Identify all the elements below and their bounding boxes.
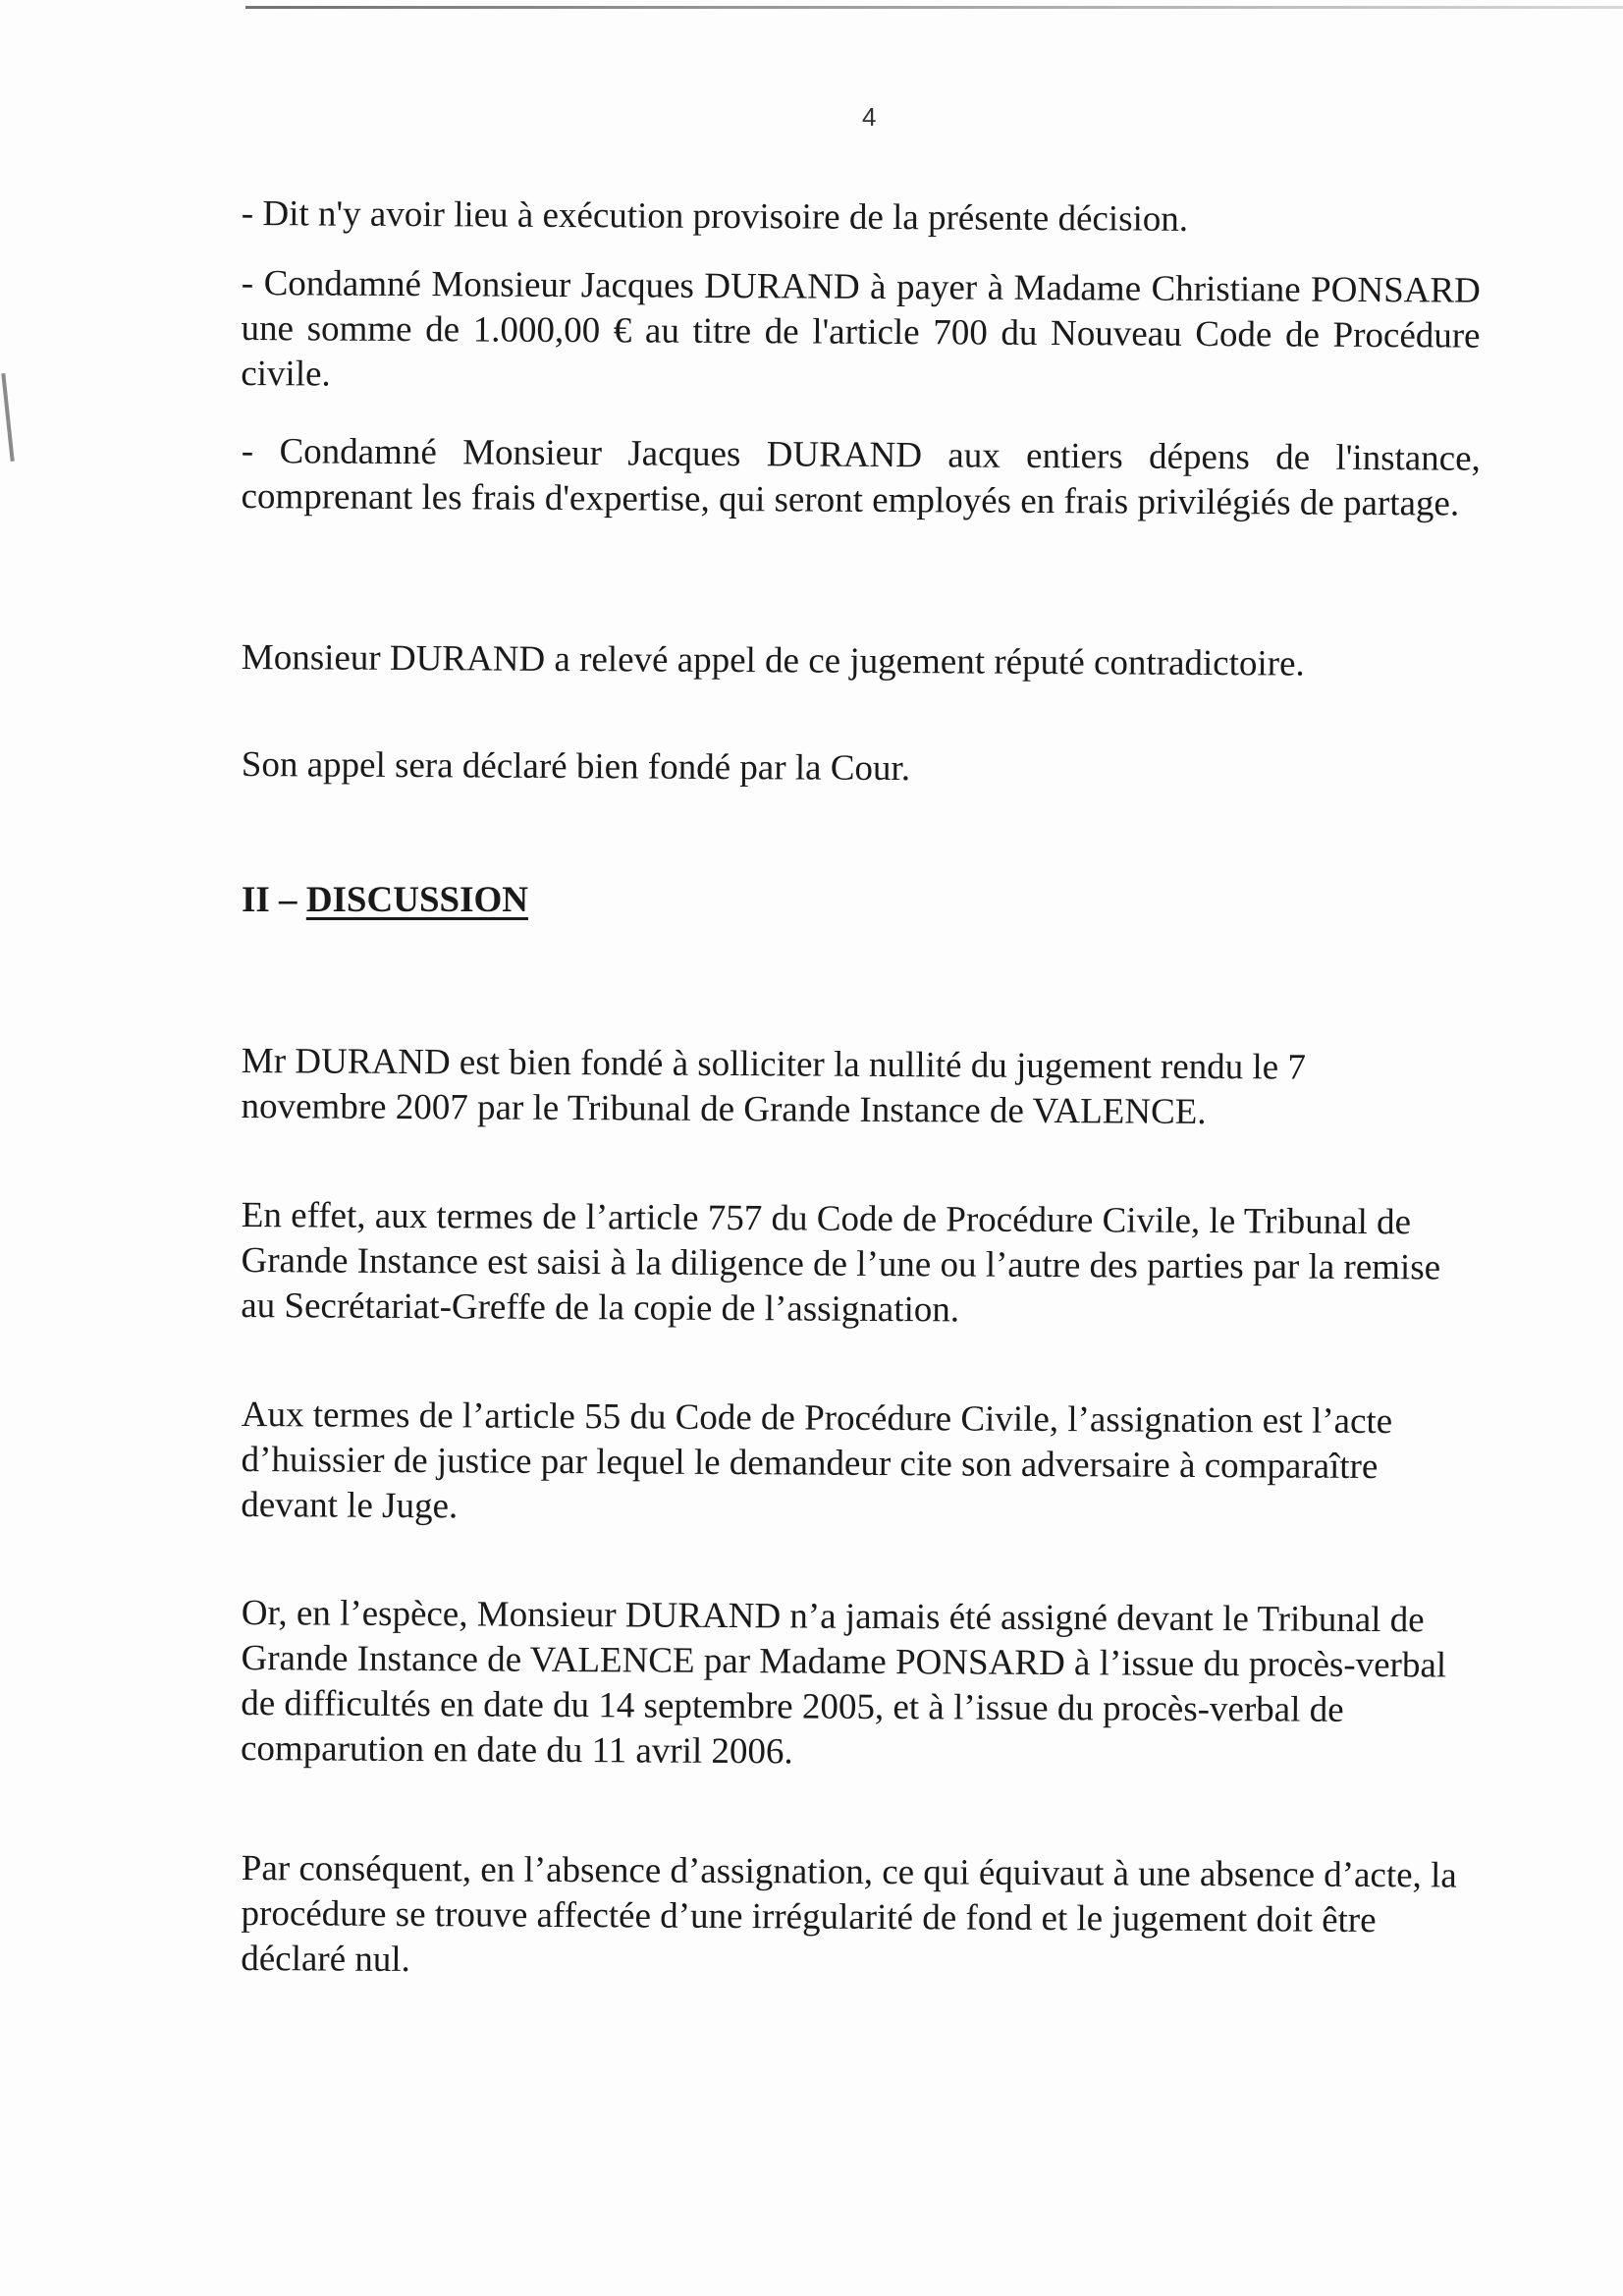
section-number: II – xyxy=(242,880,298,920)
appeal-founded-statement: Son appel sera déclaré bien fondé par la Cour. xyxy=(241,743,911,790)
discussion-paragraph-article-55: Aux termes de l’article 55 du Code de Procédure Civile, l’assignation est l’acte d’huissier de justice par lequel le demandeur cite son adversaire à comparaître devant le Juge. xyxy=(241,1394,1393,1527)
scan-edge-top xyxy=(245,6,1623,9)
discussion-paragraph-nullity: Mr DURAND est bien fondé à solliciter la nullité du jugement rendu le 7 novembre 2007 par le Tribunal de Grande Instance de VALENCE. xyxy=(241,1041,1307,1133)
discussion-paragraph-article-757: En effet, aux termes de l’article 757 du Code de Procédure Civile, le Tribunal de Grande Instance est saisi à la diligence de l’une ou l’autre des parties par la remise au Secrétariat-Greffe de la copie de l’assignation. xyxy=(241,1195,1441,1331)
decision-item-article-700: - Condamné Monsieur Jacques DURAND à payer à Madame Christiane PONSARD une somme de 1.000,00 € au titre de l'article 700 du Nouveau Code de Procédure civile. xyxy=(241,262,1481,395)
appeal-statement: Monsieur DURAND a relevé appel de ce jugement réputé contradictoire. xyxy=(241,636,1305,684)
discussion-paragraph-conclusion: Par conséquent, en l’absence d’assignation, ce qui équivaut à une absence d’acte, la procédure se trouve affectée d’une irrégularité de fond et le jugement doit être déclaré nul. xyxy=(241,1848,1457,1981)
scan-edge-left xyxy=(1,373,14,462)
decision-item-provisional-execution: - Dit n'y avoir lieu à exécution provisoire de la présente décision. xyxy=(241,192,1189,240)
decision-item-costs: - Condamné Monsieur Jacques DURAND aux entiers dépens de l'instance, comprenant les frais d'expertise, qui seront employés en frais privilégiés de partage. xyxy=(241,430,1481,524)
discussion-paragraph-no-summons: Or, en l’espèce, Monsieur DURAND n’a jamais été assigné devant le Tribunal de Grande Instance de VALENCE par Madame PONSARD à l’issue du procès-verbal de difficultés en date du 14 septembre 2005, et à l’issue du procès-verbal de comparution en date du 11 avril 2006. xyxy=(240,1593,1447,1773)
page-number: 4 xyxy=(862,102,877,132)
section-heading xyxy=(242,879,528,921)
section-title: DISCUSSION xyxy=(305,880,529,920)
